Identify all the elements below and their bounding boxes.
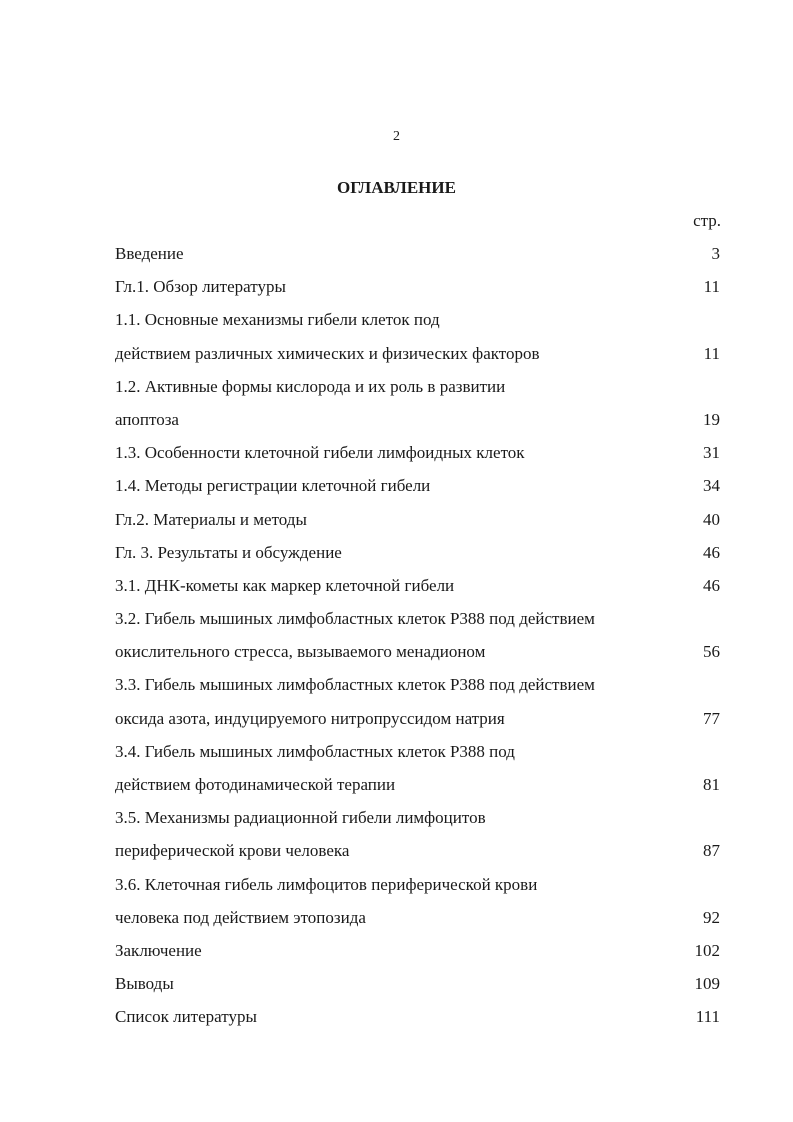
toc-entry bbox=[115, 542, 720, 575]
toc-entry bbox=[115, 243, 720, 276]
toc-entry-page: 81 bbox=[703, 775, 720, 794]
toc-entry-text: 3.3. Гибель мышиных лимфобластных клеток Р388 под действием bbox=[115, 675, 595, 695]
toc-entry bbox=[115, 741, 720, 774]
toc-entry-text: действием фотодинамической терапии bbox=[115, 775, 396, 794]
toc-entry-text: 3.2. Гибель мышиных лимфобластных клеток Р388 под действием bbox=[115, 609, 595, 629]
toc-entry-text: 3.1. ДНК-кометы как маркер клеточной гибели bbox=[115, 575, 455, 595]
toc-entry-page: 56 bbox=[703, 642, 720, 662]
toc-entry-page: 11 bbox=[703, 277, 720, 297]
toc-entry-page: 109 bbox=[694, 974, 720, 994]
toc-entry-text: оксида азота, индуцируемого нитропруссидом натрия bbox=[115, 708, 505, 728]
toc-entry-page: 102 bbox=[694, 940, 720, 960]
toc-entry-page: 31 bbox=[703, 443, 720, 463]
toc-entry bbox=[115, 940, 720, 973]
toc-entry-text: периферической крови человека bbox=[115, 841, 350, 861]
toc-entry-page: 46 bbox=[703, 575, 720, 595]
table-of-contents bbox=[115, 243, 720, 1040]
toc-entry-text: Гл.2. Материалы и методы bbox=[115, 509, 307, 529]
toc-entry bbox=[115, 641, 720, 674]
toc-entry bbox=[115, 1006, 720, 1039]
toc-entry bbox=[115, 874, 720, 907]
toc-entry bbox=[115, 774, 720, 807]
toc-entry-text: Выводы bbox=[115, 974, 174, 994]
toc-entry bbox=[115, 309, 720, 342]
pages-column-header: стр. bbox=[693, 211, 721, 230]
toc-entry-text: действием различных химических и физических факторов bbox=[115, 343, 540, 363]
toc-entry bbox=[115, 807, 720, 840]
toc-entry-text: 3.4. Гибель мышиных лимфобластных клеток Р388 под bbox=[115, 741, 515, 761]
toc-entry bbox=[115, 376, 720, 409]
toc-entry-text: 1.1. Основные механизмы гибели клеток под bbox=[115, 310, 440, 330]
toc-entry bbox=[115, 608, 720, 641]
toc-entry-text: окислительного стресса, вызываемого менадионом bbox=[115, 642, 486, 662]
toc-entry-page: 19 bbox=[703, 409, 720, 429]
toc-entry bbox=[115, 442, 720, 475]
toc-entry-text: человека под действием этопозида bbox=[115, 907, 366, 927]
toc-entry-page: 92 bbox=[703, 907, 720, 927]
toc-entry bbox=[115, 973, 720, 1006]
toc-entry-text: 3.5. Механизмы радиационной гибели лимфоцитов bbox=[115, 808, 486, 828]
toc-entry-text: Введение bbox=[115, 244, 184, 263]
toc-entry bbox=[115, 475, 720, 508]
toc-entry-text: 3.6. Клеточная гибель лимфоцитов периферической крови bbox=[115, 874, 538, 894]
toc-entry-text: Заключение bbox=[115, 940, 202, 960]
toc-entry-text: Гл. 3. Результаты и обсуждение bbox=[115, 542, 342, 562]
toc-entry bbox=[115, 708, 720, 741]
toc-title: ОГЛАВЛЕНИЕ bbox=[337, 178, 456, 197]
toc-entry-text: 1.4. Методы регистрации клеточной гибели bbox=[115, 476, 431, 496]
toc-entry-page: 77 bbox=[703, 708, 720, 728]
toc-entry bbox=[115, 840, 720, 873]
toc-entry-text: Список литературы bbox=[115, 1007, 257, 1027]
toc-entry-text: Гл.1. Обзор литературы bbox=[115, 277, 286, 297]
toc-entry-text: апоптоза bbox=[115, 409, 179, 429]
toc-entry bbox=[115, 575, 720, 608]
toc-entry-page: 46 bbox=[703, 542, 720, 562]
toc-entry-page: 87 bbox=[703, 841, 720, 861]
page-number: 2 bbox=[393, 129, 400, 144]
toc-entry-text: 1.2. Активные формы кислорода и их роль в развитии bbox=[115, 376, 506, 396]
toc-entry bbox=[115, 276, 720, 309]
toc-entry bbox=[115, 409, 720, 442]
toc-entry bbox=[115, 907, 720, 940]
toc-entry-page: 40 bbox=[703, 509, 720, 529]
toc-entry-page: 34 bbox=[703, 476, 720, 496]
toc-entry bbox=[115, 674, 720, 707]
toc-entry-page: 3 bbox=[711, 244, 720, 263]
toc-entry-page: 11 bbox=[703, 343, 720, 363]
toc-entry bbox=[115, 343, 720, 376]
toc-entry-text: 1.3. Особенности клеточной гибели лимфоидных клеток bbox=[115, 443, 525, 463]
toc-entry bbox=[115, 509, 720, 542]
toc-entry-page: 111 bbox=[695, 1007, 720, 1027]
